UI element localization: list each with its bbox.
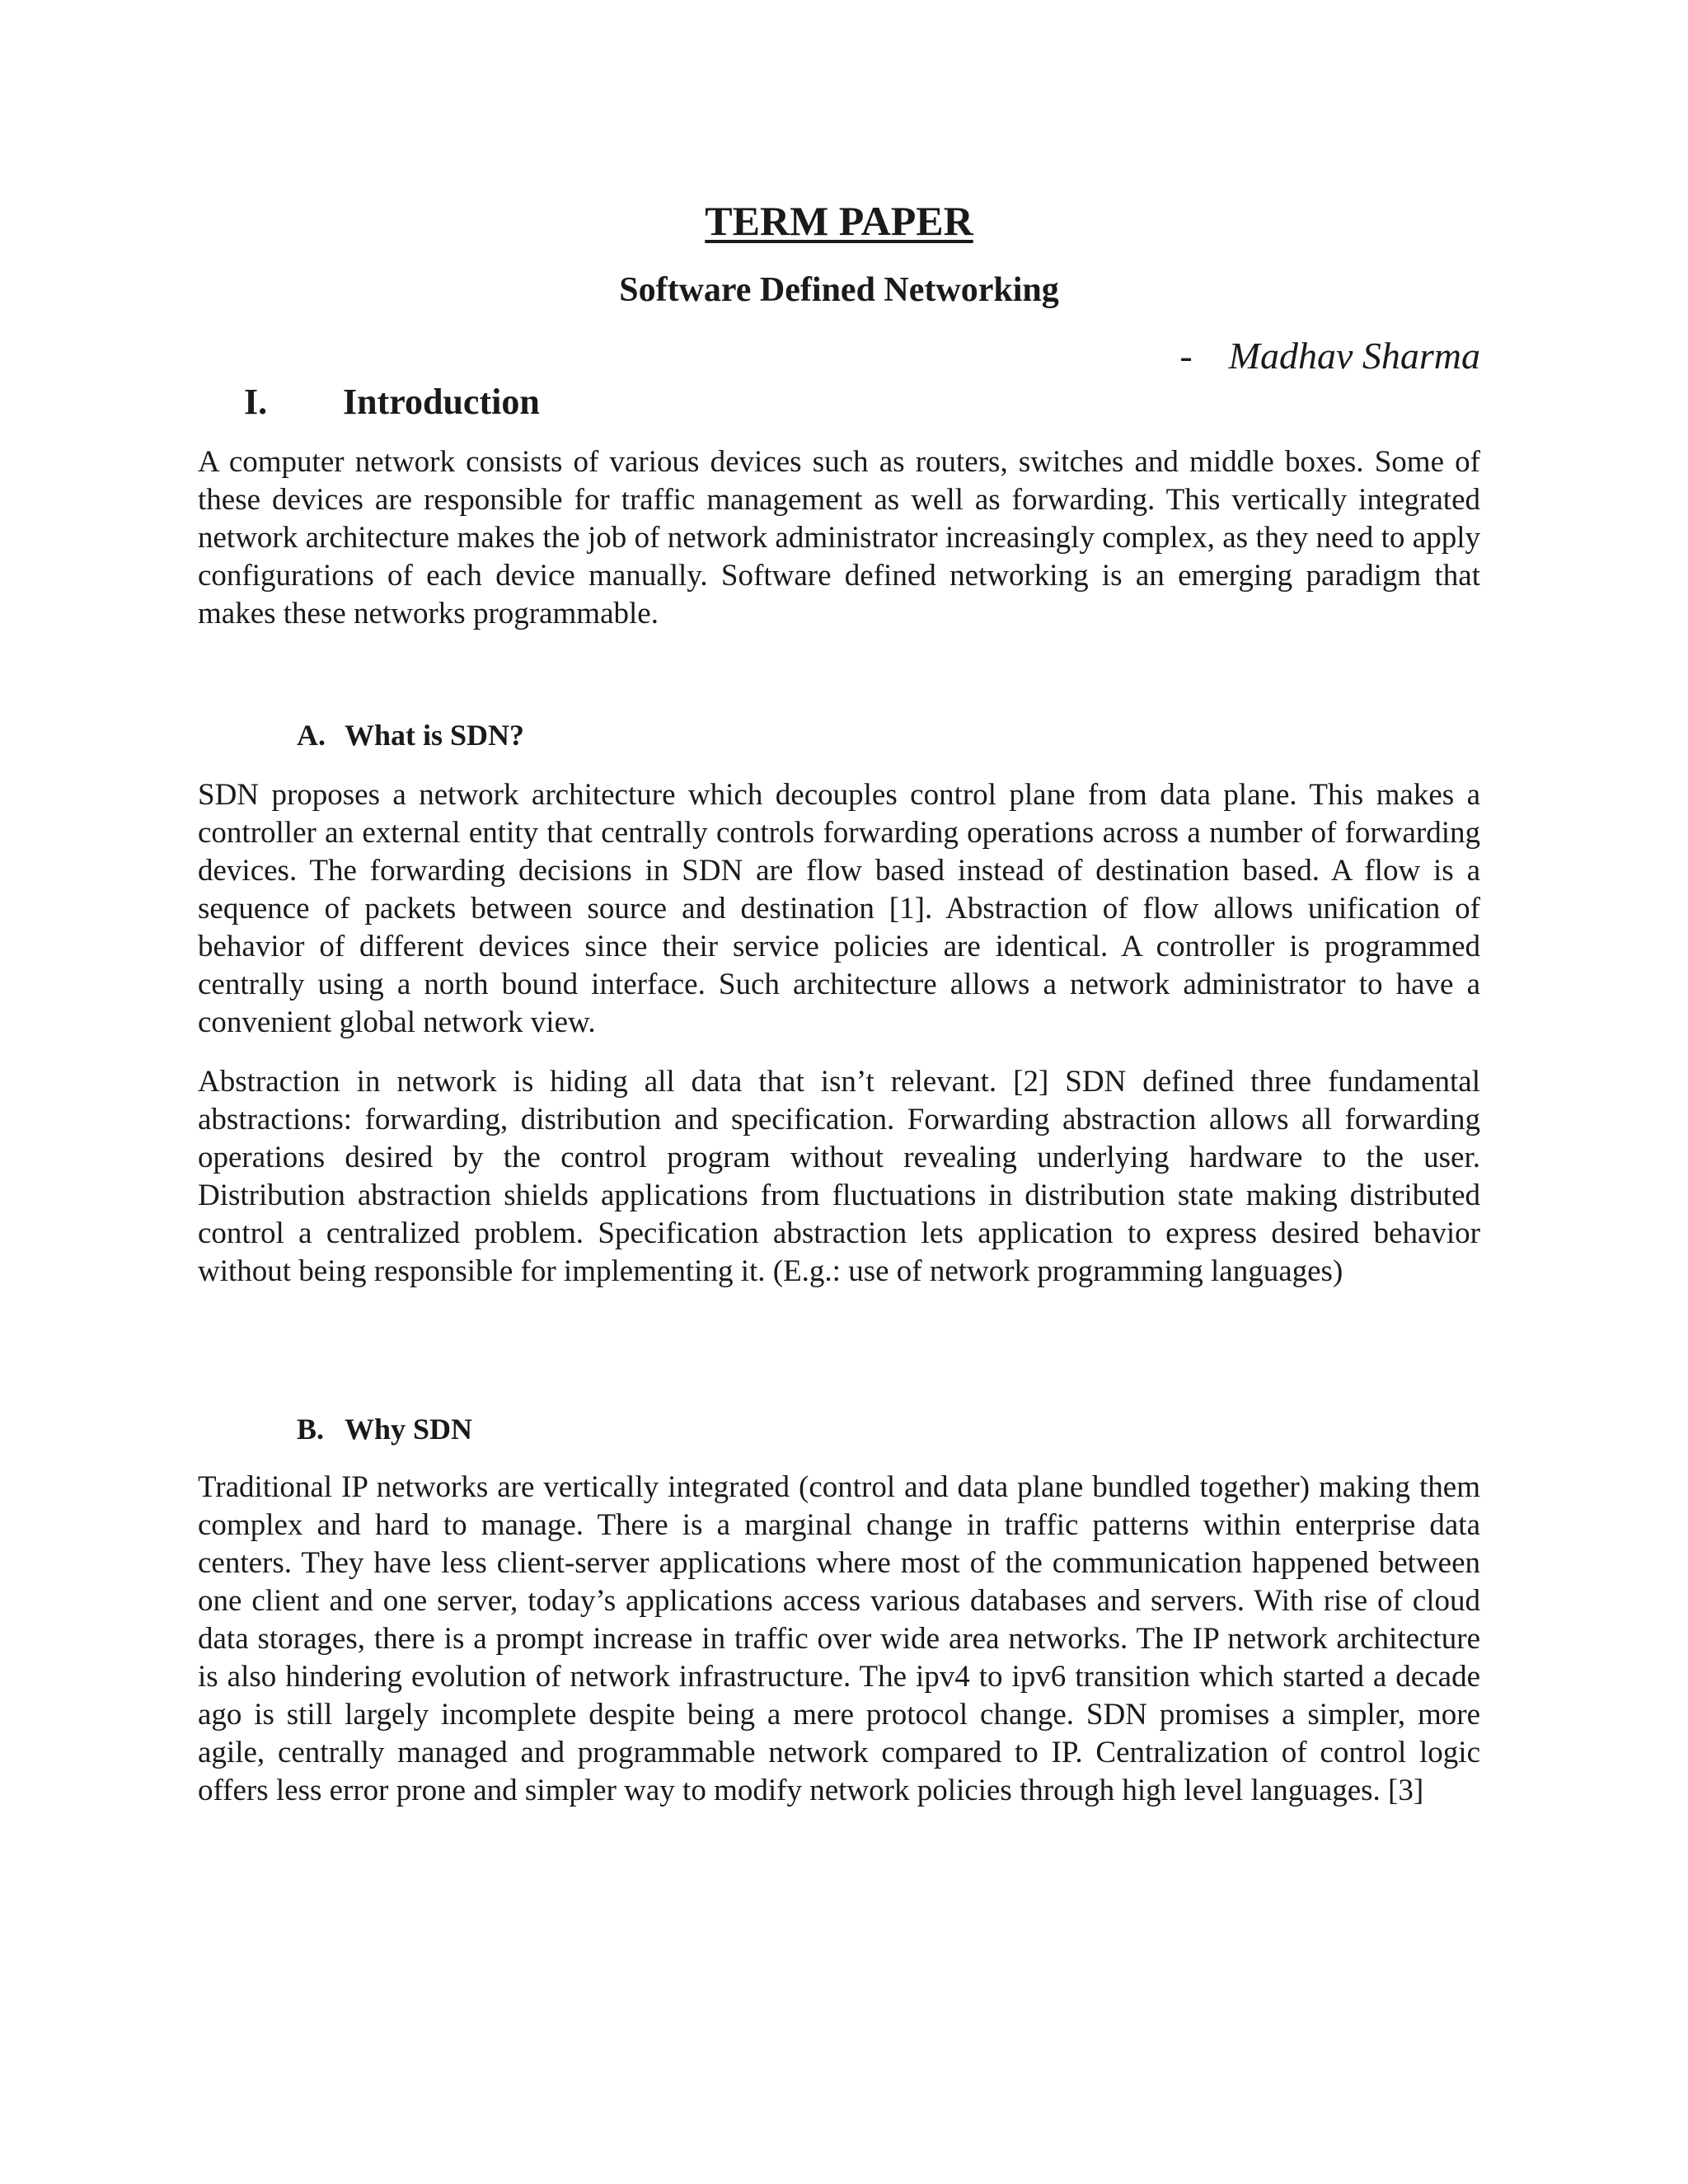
subsection-number: A. xyxy=(297,719,326,752)
subsection-heading-why-sdn xyxy=(297,1409,472,1449)
section-title: Introduction xyxy=(343,382,540,422)
section-number: I. xyxy=(244,382,268,422)
subsection-number: B. xyxy=(297,1413,325,1446)
author-name: Madhav Sharma xyxy=(1228,335,1480,377)
author-dash: - xyxy=(1179,335,1193,377)
subsection-title: Why SDN xyxy=(345,1413,473,1446)
section-heading-introduction xyxy=(244,379,540,425)
introduction-paragraph: A computer network consists of various devices such as routers, switches and middle boxes. Some of these devices are responsible for traffic management as well as forwarding. This vertically integrated network architecture makes the job of network administrator increasingly complex, as they need to apply configurations of each device manually. Software defined networking is an emerging paradigm that makes these networks programmable. xyxy=(198,445,1480,630)
paper-page xyxy=(198,0,1480,2184)
document-subtitle: Software Defined Networking xyxy=(619,271,1059,309)
what-is-sdn-paragraph-2: Abstraction in network is hiding all data that isn’t relevant. [2] SDN defined three fundamental abstractions: forwarding, distribution and specification. Forwarding abstraction allows all forwarding operations desired by the control program without revealing underlying hardware to the user. Distribution abstraction shields applications from fluctuations in distribution state making distributed control a centralized problem. Specification abstraction lets application to express desired behavior without being responsible for implementing it. (E.g.: use of network programming languages) xyxy=(198,1065,1480,1288)
document-title xyxy=(198,196,1480,246)
subsection-heading-what-is-sdn xyxy=(297,715,524,755)
subsection-title: What is SDN? xyxy=(345,719,525,752)
what-is-sdn-paragraph-1: SDN proposes a network architecture which decouples control plane from data plane. This makes a controller an external entity that centrally controls forwarding operations across a number of forwarding devices. The forwarding decisions in SDN are flow based instead of destination based. A flow is a sequence of packets between source and destination [1]. Abstraction of flow allows unification of behavior of different devices since their service policies are identical. A controller is programmed centrally using a north bound interface. Such architecture allows a network administrator to have a convenient global network view. xyxy=(198,778,1480,1039)
document-title-text: TERM PAPER xyxy=(705,198,973,244)
why-sdn-paragraph: Traditional IP networks are vertically integrated (control and data plane bundled together) making them complex and hard to manage. There is a marginal change in traffic patterns within enterprise data centers. They have less client-server applications where most of the communication happened between one client and one server, today’s applications access various databases and servers. With rise of cloud data storages, there is a prompt increase in traffic over wide area networks. The IP network architecture is also hindering evolution of network infrastructure. The ipv4 to ipv6 transition which started a decade ago is still largely incomplete despite being a mere protocol change. SDN promises a simpler, more agile, centrally managed and programmable network compared to IP. Centralization of control logic offers less error prone and simpler way to modify network policies through high level languages. [3] xyxy=(198,1470,1480,1807)
author-line xyxy=(1179,333,1480,379)
